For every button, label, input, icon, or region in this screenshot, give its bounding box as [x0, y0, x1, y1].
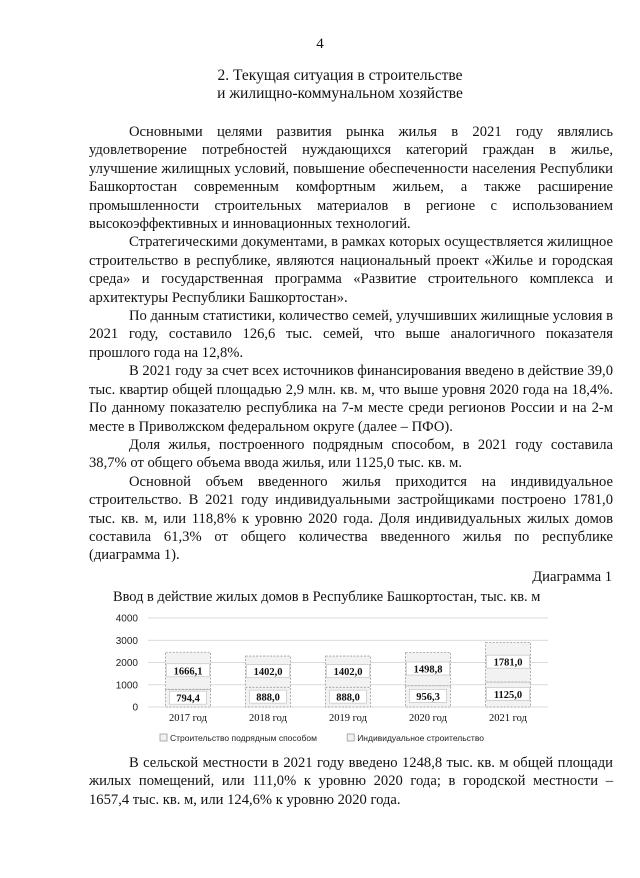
data-label: 956,3 [416, 691, 440, 703]
chart-title: Ввод в действие жилых домов в Республике Башкортостан, тыс. кв. м [113, 589, 541, 605]
paragraph: Стратегическими документами, в рамках которых осуществляется жилищное строительство в республике, являются национальный проект «Жилье и городская среда» и государственная программа «Развитие строительного комплекса и архитектуры Республики Башкортостан». [89, 234, 613, 306]
y-tick-label: 3000 [115, 635, 138, 647]
paragraph: Основной объем введенного жилья приходится на индивидуальное строительство. В 2021 году индивидуальными застройщиками построено 1781,0 тыс. кв. м, или 118,8% к уровню 2020 года. Доля индивидуальных жилых домов составила 61,3% от общего количества введенного жилья по республике (диаграмма 1). [89, 473, 613, 564]
data-label: 1402,0 [253, 667, 283, 679]
legend-swatch [160, 734, 167, 741]
paragraph: Основными целями развития рынка жилья в 2021 году являлись удовлетворение потребностей нуждающихся категорий граждан в жилье, улучшение жилищных условий, повышение обеспеченности населения Республики Башкортостан современным комфортным жильем, а также расширение промышленности строительных материалов в регионе с использованием высокоэффективных и инновационных технологий. [89, 124, 613, 233]
legend-label: Индивидуальное строительство [357, 733, 484, 743]
y-tick-label: 2000 [115, 658, 138, 669]
legend-label: Строительство подрядным способом [170, 733, 317, 743]
x-tick-label: 2020 год [409, 713, 447, 724]
heading-line-2: и жилищно-коммунальном хозяйстве [217, 85, 463, 102]
y-tick-label: 0 [132, 702, 138, 714]
x-tick-label: 2019 год [329, 713, 367, 724]
data-label: 794,4 [176, 693, 200, 705]
x-tick-label: 2018 год [249, 713, 287, 724]
data-label: 1402,0 [333, 667, 363, 679]
data-label: 888,0 [256, 692, 280, 704]
figure-label: Диаграмма 1 [532, 569, 612, 585]
x-tick-label: 2017 год [169, 713, 207, 724]
paragraph: В 2021 году за счет всех источников финансирования введено в действие 39,0 тыс. квартир общей площадью 2,9 млн. кв. м, что выше уровня 2020 года на 18,4%. По данному показателю республика на 7-м месте среди регионов России и на 2-м месте в Приволжском федеральном округе (далее – ПФО). [89, 363, 613, 435]
legend-swatch [347, 734, 354, 741]
paragraph: В сельской местности в 2021 году введено 1248,8 тыс. кв. м общей площади жилых помещений, или 111,0% к уровню 2020 года; в городской местности – 1657,4 тыс. кв. м, или 124,6% к уровню 2020 года. [89, 755, 613, 808]
data-label: 1781,0 [493, 657, 523, 669]
section-heading [100, 67, 580, 103]
after-chart-text [89, 754, 613, 809]
data-label: 1125,0 [493, 689, 523, 701]
stacked-bar-chart [100, 608, 600, 748]
page-number: 4 [316, 36, 324, 52]
paragraph: Доля жилья, построенного подрядным способом, в 2021 году составила 38,7% от общего объема ввода жилья, или 1125,0 тыс. кв. м. [89, 436, 613, 472]
x-tick-label: 2021 год [489, 713, 527, 724]
data-label: 1498,8 [413, 664, 443, 676]
y-tick-label: 1000 [115, 680, 138, 692]
paragraph: По данным статистики, количество семей, улучшивших жилищные условия в 2021 году, составило 126,6 тыс. семей, что выше аналогичного показателя прошлого года на 12,8%. [89, 308, 613, 361]
body-text [89, 123, 613, 565]
data-label: 888,0 [336, 692, 360, 704]
heading-line-1: 2. Текущая ситуация в строительстве [217, 67, 463, 84]
data-label: 1666,1 [173, 666, 203, 678]
y-tick-label: 4000 [115, 613, 138, 625]
